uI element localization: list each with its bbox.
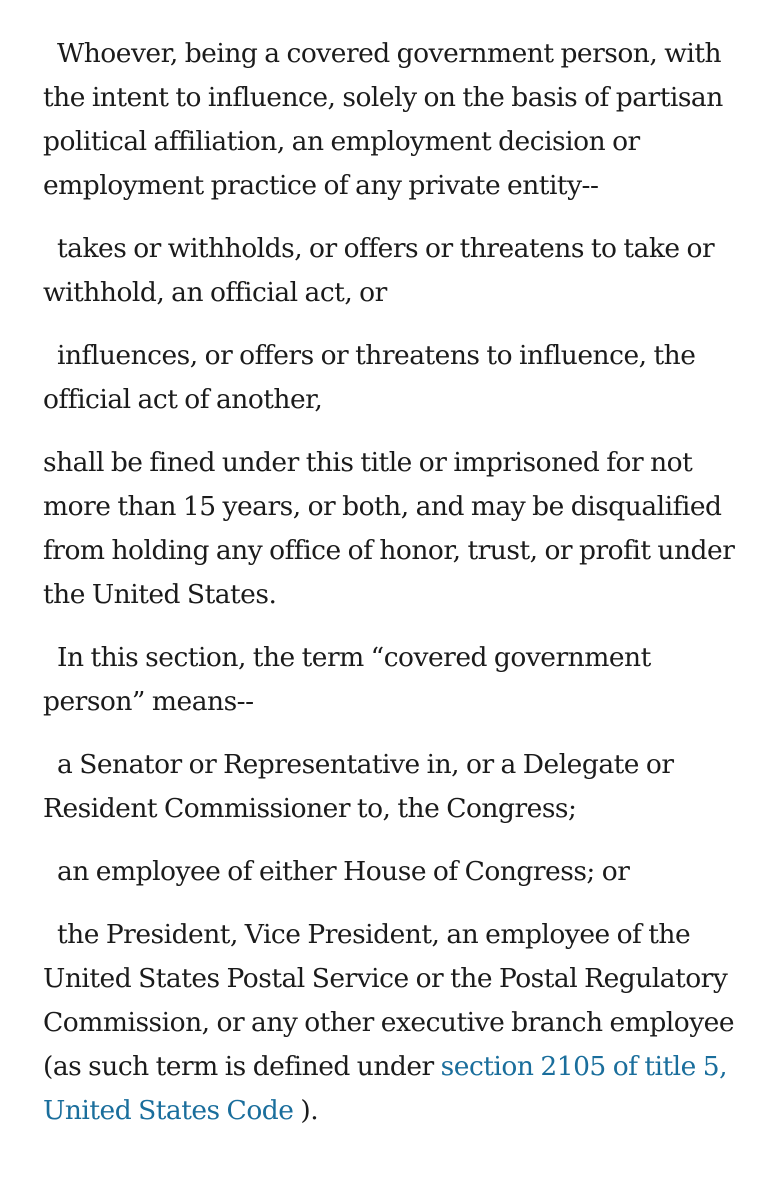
usc-section-link[interactable]: section 2105 of title 5, United States Code [43,1051,728,1126]
paragraph-definition-item-3-tail: ). [293,1095,319,1126]
paragraph-clause-2: influences, or offers or threatens to influence, the official act of another, [43,340,696,415]
paragraph-definition-item-1: a Senator or Representative in, or a Delegate or Resident Commissioner to, the Congress; [43,749,674,824]
paragraph-penalty: shall be fined under this title or imprisoned for not more than 15 years, or both, and may be disqualified from holding any office of honor, trust, or profit under the United States. [43,447,735,610]
paragraph-definition-item-3 [43,913,743,1133]
paragraph-definition-item-3-text: the President, Vice President, an employee of the United States Postal Service or the Postal Regulatory Commission, or any other executive branch employee (as such term is defined under [43,919,735,1082]
paragraph-clause-1: takes or withholds, or offers or threatens to take or withhold, an official act, or [43,233,715,308]
paragraph-definition-item-2: an employee of either House of Congress; or [57,856,630,887]
paragraph-definition: In this section, the term “covered government person” means-- [43,642,651,717]
paragraph-intro: Whoever, being a covered government person, with the intent to influence, solely on the basis of partisan political affiliation, an employment decision or employment practice of any private entity-- [43,38,723,201]
